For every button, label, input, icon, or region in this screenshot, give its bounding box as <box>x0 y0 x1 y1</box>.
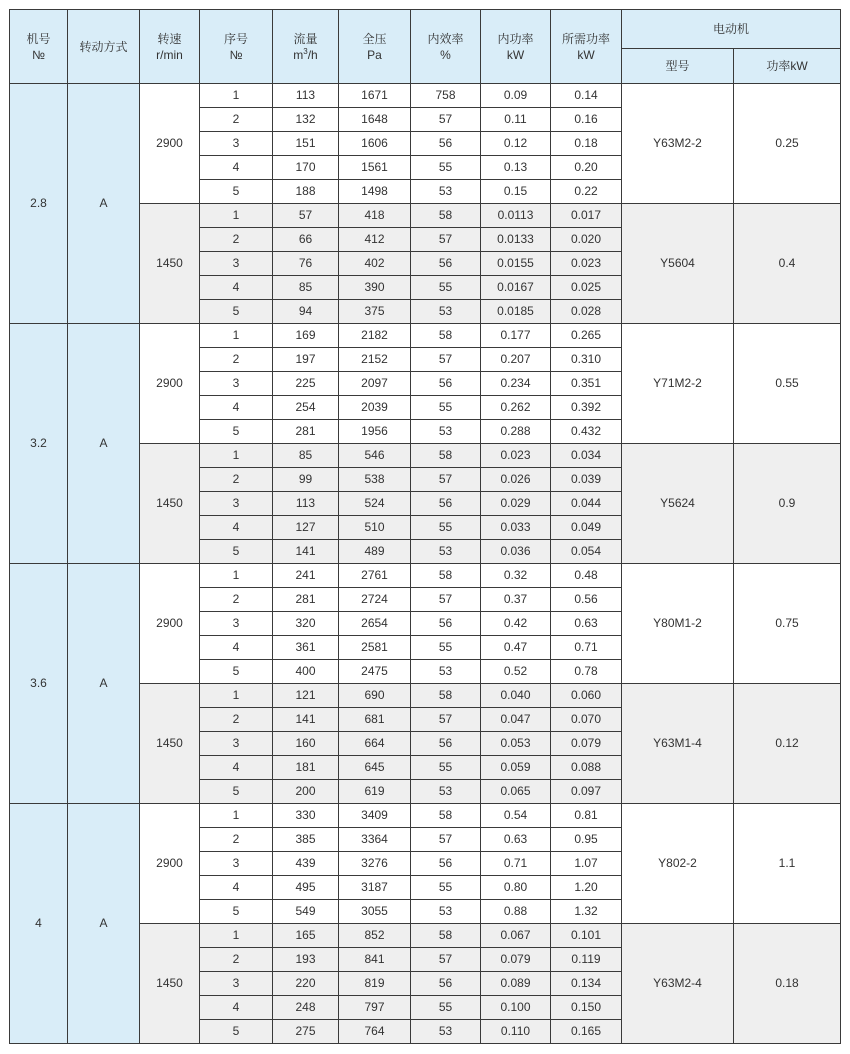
flow-cell: 549 <box>273 900 339 924</box>
table-body <box>10 84 841 1044</box>
pressure-cell: 2475 <box>339 660 411 684</box>
required-power-cell: 0.150 <box>551 996 622 1020</box>
required-power-cell: 0.034 <box>551 444 622 468</box>
efficiency-cell: 758 <box>411 84 481 108</box>
efficiency-cell: 55 <box>411 876 481 900</box>
table-header <box>10 10 841 84</box>
inner-power-cell: 0.047 <box>481 708 551 732</box>
efficiency-cell: 58 <box>411 684 481 708</box>
efficiency-cell: 53 <box>411 660 481 684</box>
pressure-cell: 2761 <box>339 564 411 588</box>
efficiency-cell: 57 <box>411 468 481 492</box>
flow-cell: 225 <box>273 372 339 396</box>
seq-cell: 2 <box>200 708 273 732</box>
inner-power-cell: 0.0155 <box>481 252 551 276</box>
machine-no-cell: 4 <box>10 804 68 1044</box>
header-machine-no: 机号 № <box>10 10 68 84</box>
required-power-cell: 0.165 <box>551 1020 622 1044</box>
required-power-cell: 0.48 <box>551 564 622 588</box>
inner-power-cell: 0.040 <box>481 684 551 708</box>
motor-power-cell: 0.75 <box>734 564 841 684</box>
pressure-cell: 797 <box>339 996 411 1020</box>
pressure-cell: 2724 <box>339 588 411 612</box>
pressure-cell: 402 <box>339 252 411 276</box>
inner-power-cell: 0.71 <box>481 852 551 876</box>
drive-mode-cell: A <box>68 564 140 804</box>
table-row <box>10 84 841 108</box>
inner-power-cell: 0.88 <box>481 900 551 924</box>
efficiency-cell: 58 <box>411 924 481 948</box>
flow-cell: 361 <box>273 636 339 660</box>
seq-cell: 5 <box>200 300 273 324</box>
flow-cell: 281 <box>273 588 339 612</box>
pressure-cell: 3276 <box>339 852 411 876</box>
seq-cell: 1 <box>200 204 273 228</box>
flow-cell: 85 <box>273 276 339 300</box>
seq-cell: 4 <box>200 276 273 300</box>
efficiency-cell: 56 <box>411 732 481 756</box>
inner-power-cell: 0.0167 <box>481 276 551 300</box>
efficiency-cell: 53 <box>411 180 481 204</box>
pressure-cell: 3055 <box>339 900 411 924</box>
header-motor-power: 功率kW <box>734 49 841 84</box>
required-power-cell: 0.049 <box>551 516 622 540</box>
required-power-cell: 0.351 <box>551 372 622 396</box>
efficiency-cell: 55 <box>411 756 481 780</box>
inner-power-cell: 0.42 <box>481 612 551 636</box>
speed-cell: 2900 <box>140 84 200 204</box>
flow-cell: 151 <box>273 132 339 156</box>
seq-cell: 2 <box>200 468 273 492</box>
efficiency-cell: 56 <box>411 372 481 396</box>
required-power-cell: 0.16 <box>551 108 622 132</box>
pressure-cell: 390 <box>339 276 411 300</box>
inner-power-cell: 0.63 <box>481 828 551 852</box>
seq-cell: 3 <box>200 252 273 276</box>
inner-power-cell: 0.065 <box>481 780 551 804</box>
seq-cell: 1 <box>200 564 273 588</box>
required-power-cell: 0.56 <box>551 588 622 612</box>
motor-model-cell: Y63M2-2 <box>622 84 734 204</box>
required-power-cell: 0.097 <box>551 780 622 804</box>
motor-model-cell: Y5604 <box>622 204 734 324</box>
required-power-cell: 0.22 <box>551 180 622 204</box>
pressure-cell: 1671 <box>339 84 411 108</box>
efficiency-cell: 57 <box>411 348 481 372</box>
seq-cell: 3 <box>200 132 273 156</box>
seq-cell: 3 <box>200 732 273 756</box>
inner-power-cell: 0.0133 <box>481 228 551 252</box>
pressure-cell: 418 <box>339 204 411 228</box>
efficiency-cell: 55 <box>411 396 481 420</box>
seq-cell: 2 <box>200 948 273 972</box>
motor-power-cell: 0.55 <box>734 324 841 444</box>
efficiency-cell: 56 <box>411 852 481 876</box>
pressure-cell: 819 <box>339 972 411 996</box>
efficiency-cell: 55 <box>411 996 481 1020</box>
inner-power-cell: 0.262 <box>481 396 551 420</box>
efficiency-cell: 57 <box>411 108 481 132</box>
seq-cell: 3 <box>200 372 273 396</box>
pressure-cell: 841 <box>339 948 411 972</box>
inner-power-cell: 0.089 <box>481 972 551 996</box>
flow-cell: 385 <box>273 828 339 852</box>
flow-cell: 188 <box>273 180 339 204</box>
fan-performance-table <box>9 9 841 1044</box>
seq-cell: 5 <box>200 900 273 924</box>
seq-cell: 3 <box>200 492 273 516</box>
pressure-cell: 1956 <box>339 420 411 444</box>
flow-cell: 141 <box>273 708 339 732</box>
seq-cell: 4 <box>200 636 273 660</box>
inner-power-cell: 0.54 <box>481 804 551 828</box>
seq-cell: 4 <box>200 996 273 1020</box>
header-required-power: 所需功率 kW <box>551 10 622 84</box>
efficiency-cell: 56 <box>411 492 481 516</box>
speed-cell: 2900 <box>140 804 200 924</box>
seq-cell: 1 <box>200 84 273 108</box>
table-row <box>10 324 841 348</box>
flow-cell: 132 <box>273 108 339 132</box>
pressure-cell: 524 <box>339 492 411 516</box>
flow-cell: 160 <box>273 732 339 756</box>
inner-power-cell: 0.37 <box>481 588 551 612</box>
motor-power-cell: 0.9 <box>734 444 841 564</box>
motor-model-cell: Y80M1-2 <box>622 564 734 684</box>
flow-cell: 275 <box>273 1020 339 1044</box>
motor-power-cell: 1.1 <box>734 804 841 924</box>
flow-cell: 197 <box>273 348 339 372</box>
required-power-cell: 0.054 <box>551 540 622 564</box>
seq-cell: 5 <box>200 780 273 804</box>
efficiency-cell: 58 <box>411 804 481 828</box>
efficiency-cell: 55 <box>411 636 481 660</box>
required-power-cell: 0.039 <box>551 468 622 492</box>
required-power-cell: 0.020 <box>551 228 622 252</box>
flow-cell: 99 <box>273 468 339 492</box>
inner-power-cell: 0.09 <box>481 84 551 108</box>
flow-cell: 141 <box>273 540 339 564</box>
flow-cell: 193 <box>273 948 339 972</box>
seq-cell: 4 <box>200 396 273 420</box>
inner-power-cell: 0.023 <box>481 444 551 468</box>
inner-power-cell: 0.079 <box>481 948 551 972</box>
efficiency-cell: 55 <box>411 156 481 180</box>
seq-cell: 2 <box>200 588 273 612</box>
inner-power-cell: 0.32 <box>481 564 551 588</box>
seq-cell: 1 <box>200 804 273 828</box>
header-inner-efficiency: 内效率 % <box>411 10 481 84</box>
pressure-cell: 690 <box>339 684 411 708</box>
required-power-cell: 0.81 <box>551 804 622 828</box>
flow-cell: 76 <box>273 252 339 276</box>
pressure-cell: 619 <box>339 780 411 804</box>
required-power-cell: 0.18 <box>551 132 622 156</box>
inner-power-cell: 0.0113 <box>481 204 551 228</box>
speed-cell: 1450 <box>140 444 200 564</box>
required-power-cell: 0.20 <box>551 156 622 180</box>
efficiency-cell: 58 <box>411 444 481 468</box>
seq-cell: 5 <box>200 420 273 444</box>
flow-cell: 66 <box>273 228 339 252</box>
flow-cell: 320 <box>273 612 339 636</box>
flow-cell: 181 <box>273 756 339 780</box>
inner-power-cell: 0.036 <box>481 540 551 564</box>
pressure-cell: 1498 <box>339 180 411 204</box>
pressure-cell: 510 <box>339 516 411 540</box>
pressure-cell: 3364 <box>339 828 411 852</box>
efficiency-cell: 56 <box>411 612 481 636</box>
flow-cell: 165 <box>273 924 339 948</box>
header-speed: 转速 r/min <box>140 10 200 84</box>
flow-cell: 439 <box>273 852 339 876</box>
efficiency-cell: 55 <box>411 516 481 540</box>
seq-cell: 1 <box>200 924 273 948</box>
table-row <box>10 804 841 828</box>
flow-cell: 127 <box>273 516 339 540</box>
required-power-cell: 1.32 <box>551 900 622 924</box>
required-power-cell: 0.025 <box>551 276 622 300</box>
header-drive-mode: 转动方式 <box>68 10 140 84</box>
motor-model-cell: Y71M2-2 <box>622 324 734 444</box>
machine-no-cell: 2.8 <box>10 84 68 324</box>
flow-cell: 495 <box>273 876 339 900</box>
inner-power-cell: 0.033 <box>481 516 551 540</box>
required-power-cell: 0.017 <box>551 204 622 228</box>
efficiency-cell: 56 <box>411 132 481 156</box>
seq-cell: 1 <box>200 324 273 348</box>
required-power-cell: 0.95 <box>551 828 622 852</box>
flow-cell: 330 <box>273 804 339 828</box>
flow-cell: 170 <box>273 156 339 180</box>
seq-cell: 2 <box>200 348 273 372</box>
pressure-cell: 489 <box>339 540 411 564</box>
efficiency-cell: 57 <box>411 228 481 252</box>
inner-power-cell: 0.15 <box>481 180 551 204</box>
efficiency-cell: 58 <box>411 324 481 348</box>
required-power-cell: 0.088 <box>551 756 622 780</box>
motor-power-cell: 0.25 <box>734 84 841 204</box>
seq-cell: 1 <box>200 684 273 708</box>
inner-power-cell: 0.067 <box>481 924 551 948</box>
flow-cell: 281 <box>273 420 339 444</box>
pressure-cell: 664 <box>339 732 411 756</box>
pressure-cell: 645 <box>339 756 411 780</box>
required-power-cell: 0.079 <box>551 732 622 756</box>
required-power-cell: 0.134 <box>551 972 622 996</box>
inner-power-cell: 0.13 <box>481 156 551 180</box>
seq-cell: 5 <box>200 660 273 684</box>
efficiency-cell: 53 <box>411 420 481 444</box>
flow-cell: 220 <box>273 972 339 996</box>
flow-cell: 113 <box>273 84 339 108</box>
required-power-cell: 0.310 <box>551 348 622 372</box>
speed-cell: 1450 <box>140 924 200 1044</box>
flow-cell: 57 <box>273 204 339 228</box>
motor-power-cell: 0.12 <box>734 684 841 804</box>
efficiency-cell: 56 <box>411 252 481 276</box>
inner-power-cell: 0.11 <box>481 108 551 132</box>
flow-cell: 94 <box>273 300 339 324</box>
seq-cell: 4 <box>200 516 273 540</box>
header-seq-no: 序号 № <box>200 10 273 84</box>
required-power-cell: 0.119 <box>551 948 622 972</box>
inner-power-cell: 0.47 <box>481 636 551 660</box>
drive-mode-cell: A <box>68 804 140 1044</box>
efficiency-cell: 57 <box>411 708 481 732</box>
required-power-cell: 0.044 <box>551 492 622 516</box>
efficiency-cell: 58 <box>411 204 481 228</box>
seq-cell: 2 <box>200 108 273 132</box>
pressure-cell: 375 <box>339 300 411 324</box>
flow-cell: 200 <box>273 780 339 804</box>
inner-power-cell: 0.234 <box>481 372 551 396</box>
inner-power-cell: 0.059 <box>481 756 551 780</box>
pressure-cell: 1648 <box>339 108 411 132</box>
speed-cell: 1450 <box>140 684 200 804</box>
pressure-cell: 2654 <box>339 612 411 636</box>
motor-power-cell: 0.18 <box>734 924 841 1044</box>
seq-cell: 5 <box>200 1020 273 1044</box>
seq-cell: 3 <box>200 852 273 876</box>
efficiency-cell: 58 <box>411 564 481 588</box>
pressure-cell: 3187 <box>339 876 411 900</box>
machine-no-cell: 3.6 <box>10 564 68 804</box>
required-power-cell: 0.71 <box>551 636 622 660</box>
seq-cell: 4 <box>200 756 273 780</box>
speed-cell: 2900 <box>140 564 200 684</box>
seq-cell: 3 <box>200 612 273 636</box>
motor-model-cell: Y802-2 <box>622 804 734 924</box>
required-power-cell: 1.07 <box>551 852 622 876</box>
inner-power-cell: 0.053 <box>481 732 551 756</box>
pressure-cell: 2152 <box>339 348 411 372</box>
flow-cell: 400 <box>273 660 339 684</box>
inner-power-cell: 0.029 <box>481 492 551 516</box>
seq-cell: 1 <box>200 444 273 468</box>
required-power-cell: 0.392 <box>551 396 622 420</box>
efficiency-cell: 53 <box>411 1020 481 1044</box>
drive-mode-cell: A <box>68 324 140 564</box>
flow-cell: 254 <box>273 396 339 420</box>
pressure-cell: 2039 <box>339 396 411 420</box>
seq-cell: 2 <box>200 828 273 852</box>
required-power-cell: 0.432 <box>551 420 622 444</box>
pressure-cell: 681 <box>339 708 411 732</box>
required-power-cell: 0.060 <box>551 684 622 708</box>
efficiency-cell: 53 <box>411 900 481 924</box>
motor-model-cell: Y63M1-4 <box>622 684 734 804</box>
efficiency-cell: 53 <box>411 300 481 324</box>
required-power-cell: 0.028 <box>551 300 622 324</box>
efficiency-cell: 56 <box>411 972 481 996</box>
efficiency-cell: 53 <box>411 540 481 564</box>
header-motor-model: 型号 <box>622 49 734 84</box>
required-power-cell: 0.101 <box>551 924 622 948</box>
seq-cell: 4 <box>200 156 273 180</box>
efficiency-cell: 57 <box>411 948 481 972</box>
inner-power-cell: 0.12 <box>481 132 551 156</box>
inner-power-cell: 0.80 <box>481 876 551 900</box>
speed-cell: 1450 <box>140 204 200 324</box>
pressure-cell: 412 <box>339 228 411 252</box>
pressure-cell: 538 <box>339 468 411 492</box>
flow-cell: 241 <box>273 564 339 588</box>
pressure-cell: 1561 <box>339 156 411 180</box>
motor-model-cell: Y63M2-4 <box>622 924 734 1044</box>
pressure-cell: 1606 <box>339 132 411 156</box>
speed-cell: 2900 <box>140 324 200 444</box>
inner-power-cell: 0.207 <box>481 348 551 372</box>
drive-mode-cell: A <box>68 84 140 324</box>
required-power-cell: 0.78 <box>551 660 622 684</box>
pressure-cell: 852 <box>339 924 411 948</box>
inner-power-cell: 0.026 <box>481 468 551 492</box>
flow-cell: 85 <box>273 444 339 468</box>
seq-cell: 5 <box>200 540 273 564</box>
machine-no-cell: 3.2 <box>10 324 68 564</box>
required-power-cell: 0.023 <box>551 252 622 276</box>
inner-power-cell: 0.110 <box>481 1020 551 1044</box>
pressure-cell: 3409 <box>339 804 411 828</box>
seq-cell: 2 <box>200 228 273 252</box>
required-power-cell: 0.14 <box>551 84 622 108</box>
seq-cell: 4 <box>200 876 273 900</box>
pressure-cell: 546 <box>339 444 411 468</box>
pressure-cell: 2581 <box>339 636 411 660</box>
flow-cell: 248 <box>273 996 339 1020</box>
pressure-cell: 2182 <box>339 324 411 348</box>
inner-power-cell: 0.177 <box>481 324 551 348</box>
efficiency-cell: 57 <box>411 828 481 852</box>
efficiency-cell: 57 <box>411 588 481 612</box>
pressure-cell: 2097 <box>339 372 411 396</box>
required-power-cell: 0.63 <box>551 612 622 636</box>
header-motor: 电动机 <box>622 10 841 49</box>
inner-power-cell: 0.0185 <box>481 300 551 324</box>
header-flow: 流量 $m^3/h$ <box>273 10 339 84</box>
required-power-cell: 0.265 <box>551 324 622 348</box>
seq-cell: 3 <box>200 972 273 996</box>
flow-cell: 121 <box>273 684 339 708</box>
efficiency-cell: 53 <box>411 780 481 804</box>
flow-cell: 169 <box>273 324 339 348</box>
inner-power-cell: 0.100 <box>481 996 551 1020</box>
header-inner-power: 内功率 kW <box>481 10 551 84</box>
inner-power-cell: 0.288 <box>481 420 551 444</box>
seq-cell: 5 <box>200 180 273 204</box>
efficiency-cell: 55 <box>411 276 481 300</box>
required-power-cell: 0.070 <box>551 708 622 732</box>
inner-power-cell: 0.52 <box>481 660 551 684</box>
required-power-cell: 1.20 <box>551 876 622 900</box>
motor-power-cell: 0.4 <box>734 204 841 324</box>
table-row <box>10 564 841 588</box>
motor-model-cell: Y5624 <box>622 444 734 564</box>
header-total-pressure: 全压 Pa <box>339 10 411 84</box>
flow-cell: 113 <box>273 492 339 516</box>
pressure-cell: 764 <box>339 1020 411 1044</box>
